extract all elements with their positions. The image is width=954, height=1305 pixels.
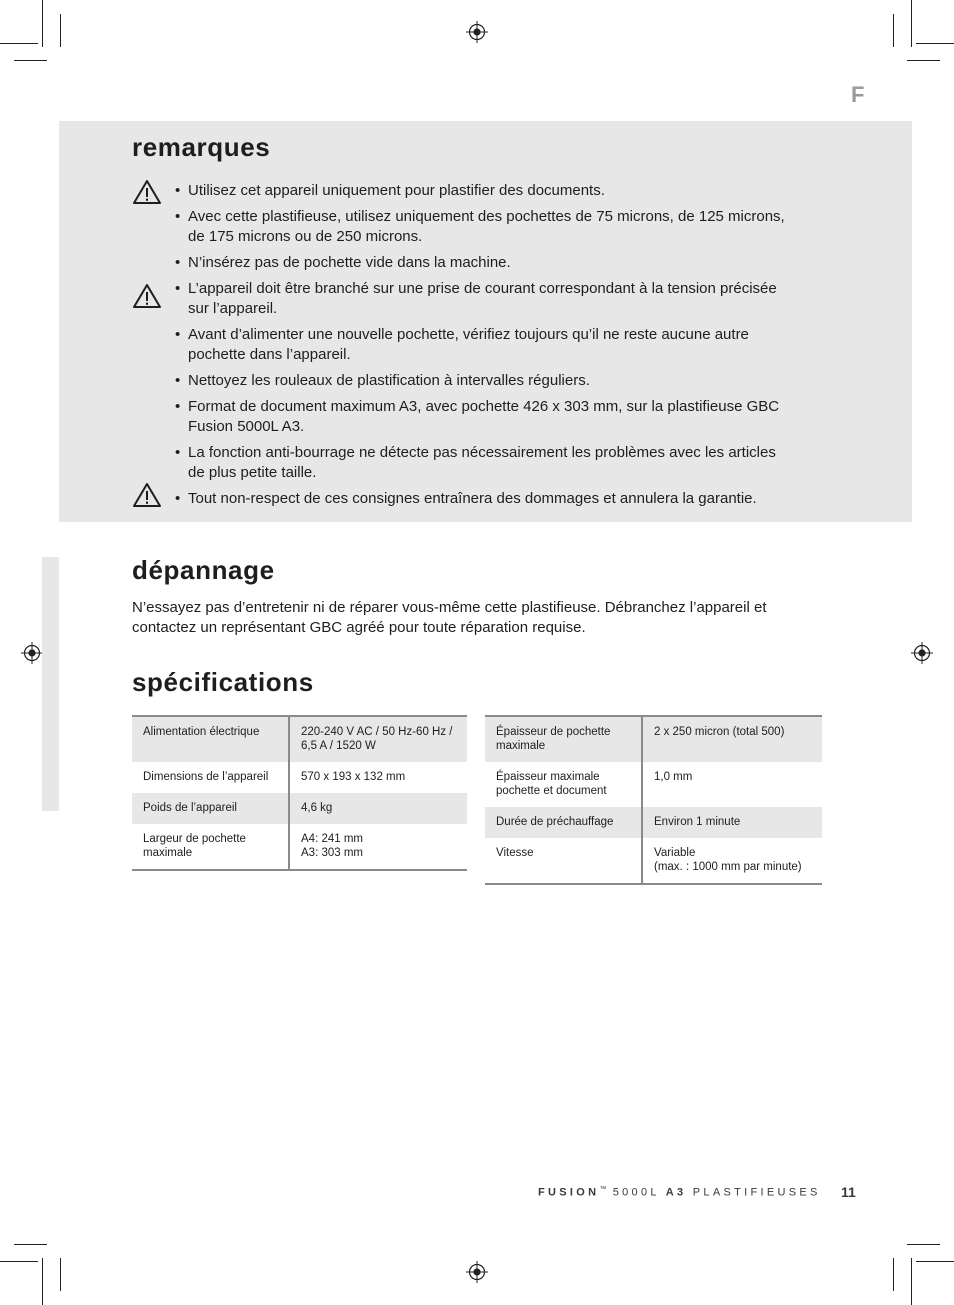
list-item: • Format de document maximum A3, avec pochette 426 x 303 mm, sur la plastifieuse GBC Fusion 5000L A3. (175, 398, 780, 435)
crop-mark (14, 1244, 47, 1245)
warning-triangle-icon (132, 283, 162, 309)
list-item: • Tout non-respect de ces consignes entraînera des dommages et annulera la garantie. (175, 490, 757, 507)
registration-mark-icon (911, 642, 933, 664)
spec-label: Épaisseur de pochette maximale (485, 716, 642, 762)
spec-value: Environ 1 minute (642, 807, 822, 838)
list-item: • Utilisez cet appareil uniquement pour plastifier des documents. (175, 182, 605, 199)
spec-value: 2 x 250 micron (total 500) (642, 716, 822, 762)
spec-value: 1,0 mm (654, 771, 693, 783)
crop-mark (0, 1261, 38, 1262)
spec-label: Dimensions de l’appareil (132, 762, 289, 793)
table-row (132, 762, 467, 793)
spec-label: Alimentation électrique (132, 716, 289, 762)
table-row (485, 762, 822, 807)
table-row (132, 716, 467, 762)
crop-mark (911, 1258, 912, 1305)
crop-mark (42, 1258, 43, 1305)
crop-mark (14, 60, 47, 61)
spec-value: 220-240 V AC / 50 Hz-60 Hz / 6,5 A / 1520 W (289, 716, 467, 762)
depannage-heading: dépannage (132, 555, 275, 585)
depannage-text: N’essayez pas d’entretenir ni de réparer vous-même cette plastifieuse. Débranchez l’appareil et contactez un représentant GBC agréé pour toute réparation requise. (132, 599, 767, 636)
crop-mark (893, 14, 894, 47)
table-row (132, 824, 467, 870)
remarques-heading: remarques (132, 132, 271, 162)
remarques-list (175, 181, 785, 515)
footer-product-line: FUSION™ 5000L A3 PLASTIFIEUSES (538, 1186, 821, 1199)
spec-table-right (485, 715, 822, 885)
spec-label: Poids de l’appareil (132, 793, 289, 824)
registration-mark-icon (466, 1261, 488, 1283)
spec-value: Variable (max. : 1000 mm par minute) (654, 847, 802, 873)
spec-label: Largeur de pochette maximale (132, 824, 289, 870)
spec-value: A4: 241 mm A3: 303 mm (301, 833, 363, 859)
crop-mark (916, 1261, 954, 1262)
crop-mark (42, 0, 43, 47)
spec-label: Durée de préchauffage (485, 807, 642, 838)
warning-triangle-icon (132, 482, 162, 508)
crop-mark (907, 1244, 940, 1245)
crop-mark (0, 43, 38, 44)
list-item: • N’insérez pas de pochette vide dans la machine. (175, 254, 511, 271)
language-letter: F (851, 82, 865, 107)
warning-triangle-icon (132, 179, 162, 205)
crop-mark (911, 0, 912, 47)
registration-mark-icon (21, 642, 43, 664)
table-row (485, 716, 822, 762)
table-row (485, 838, 822, 884)
list-item: • Avec cette plastifieuse, utilisez uniquement des pochettes de 75 microns, de 125 microns, de 175 microns ou de 250 microns. (175, 208, 785, 245)
list-item: • L’appareil doit être branché sur une prise de courant correspondant à la tension précisée sur l’appareil. (175, 280, 777, 317)
crop-mark (916, 43, 954, 44)
side-tab (42, 557, 59, 811)
spec-table-left (132, 715, 467, 871)
spec-label: Vitesse (485, 838, 642, 884)
page-number: 11 (841, 1184, 856, 1200)
table-row (132, 793, 467, 824)
crop-mark (60, 14, 61, 47)
specifications-heading: spécifications (132, 667, 314, 697)
list-item: • Nettoyez les rouleaux de plastification à intervalles réguliers. (175, 372, 590, 389)
spec-label: Épaisseur maximale pochette et document (485, 762, 642, 807)
spec-value: 570 x 193 x 132 mm (301, 771, 406, 783)
registration-mark-icon (466, 21, 488, 43)
spec-value: 4,6 kg (289, 793, 467, 824)
crop-mark (907, 60, 940, 61)
crop-mark (60, 1258, 61, 1291)
crop-mark (893, 1258, 894, 1291)
list-item: • Avant d’alimenter une nouvelle pochette, vérifiez toujours qu’il ne reste aucune autre pochette dans l’appareil. (175, 326, 749, 363)
table-row (485, 807, 822, 838)
list-item: • La fonction anti-bourrage ne détecte pas nécessairement les problèmes avec les articles de plus petite taille. (175, 444, 776, 481)
